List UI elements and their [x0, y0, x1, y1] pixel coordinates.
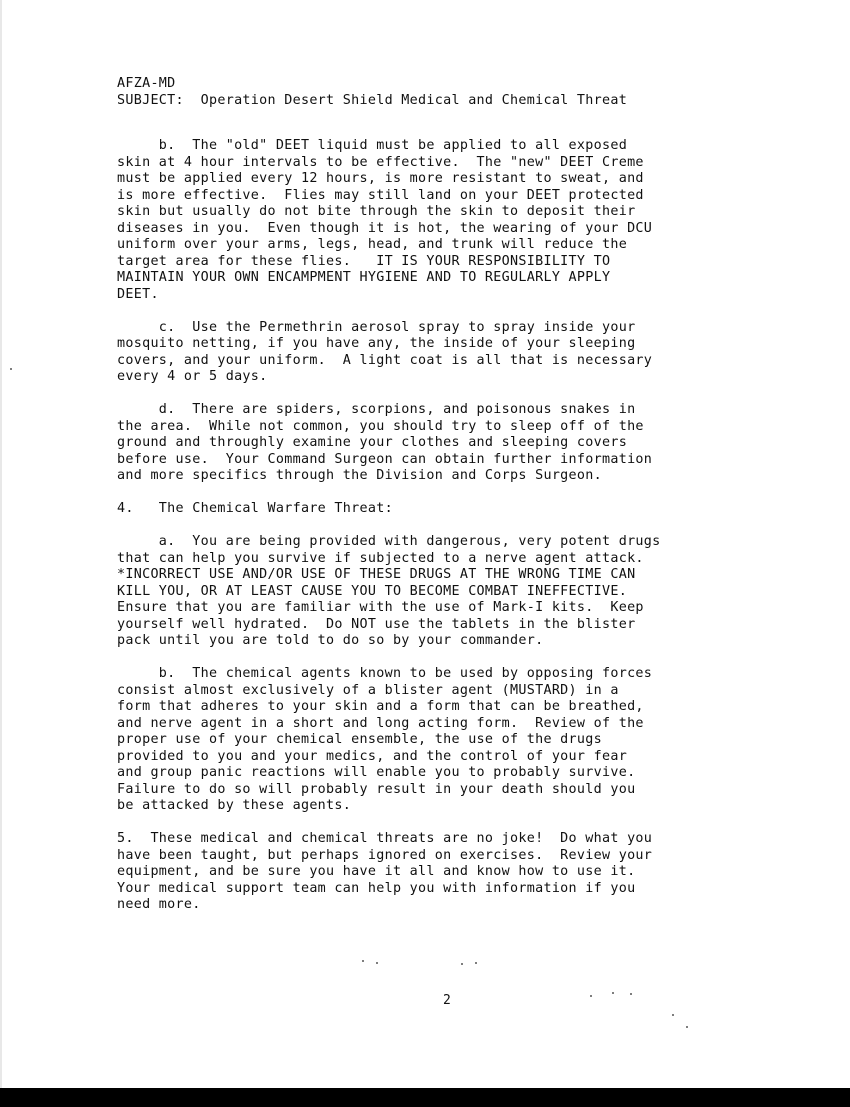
scan-speck [461, 963, 463, 965]
text-line: d. There are spiders, scorpions, and poisonous snakes in [117, 402, 636, 417]
text-line: mosquito netting, if you have any, the inside of your sleeping [117, 336, 636, 351]
text-line: be attacked by these agents. [117, 798, 352, 813]
text-line: *INCORRECT USE AND/OR USE OF THESE DRUGS AT THE WRONG TIME CAN [117, 567, 636, 582]
text-line: and more specifics through the Division and Corps Surgeon. [117, 468, 602, 483]
text-line: that can help you survive if subjected to a nerve agent attack. [117, 550, 644, 566]
text-line: and group panic reactions will enable you to probably survive. [117, 765, 636, 780]
text-line: before use. Your Command Surgeon can obtain further information [117, 451, 653, 467]
text-line: is more effective. Flies may still land on your DEET protected [117, 187, 644, 203]
memo-body [117, 138, 777, 930]
text-line: consist almost exclusively of a blister agent (MUSTARD) in a [117, 682, 619, 698]
scan-speck [376, 962, 378, 964]
scan-speck [630, 993, 632, 995]
office-symbol: AFZA-MD [117, 76, 176, 91]
text-line: b. The chemical agents known to be used by opposing forces [117, 666, 653, 681]
scan-speck [590, 995, 592, 997]
scan-edge [0, 0, 2, 1107]
text-line: form that adheres to your skin and a form that can be breathed, [117, 699, 644, 714]
paragraph-3d [117, 402, 777, 485]
text-line: Failure to do so will probably result in your death should you [117, 781, 636, 797]
page-number: 2 [443, 993, 451, 1008]
text-line: Your medical support team can help you with information if you [117, 880, 636, 896]
text-line: ground and throughly examine your clothes and sleeping covers [117, 435, 628, 450]
text-line: skin at 4 hour intervals to be effective. The "new" DEET Creme [117, 154, 644, 170]
scan-speck [612, 992, 614, 994]
paragraph-3c [117, 320, 777, 386]
text-line: provided to you and your medics, and the control of your fear [117, 748, 628, 764]
scan-bottom-border [0, 1088, 850, 1107]
scan-speck [362, 960, 364, 962]
text-line: proper use of your chemical ensemble, the use of the drugs [117, 732, 602, 747]
text-line: a. You are being provided with dangerous, very potent drugs [117, 534, 661, 549]
text-line: Ensure that you are familiar with the use of Mark-I kits. Keep [117, 600, 644, 615]
scan-speck [686, 1026, 688, 1028]
text-line: 5. These medical and chemical threats are no joke! Do what you [117, 831, 653, 846]
text-line: need more. [117, 897, 201, 912]
text-line: MAINTAIN YOUR OWN ENCAMPMENT HYGIENE AND TO REGULARLY APPLY [117, 270, 611, 285]
memo-header [117, 76, 627, 109]
subject-line: SUBJECT: Operation Desert Shield Medical and Chemical Threat [117, 92, 628, 108]
text-line: have been taught, but perhaps ignored on exercises. Review your [117, 847, 653, 863]
scan-speck [672, 1014, 674, 1016]
text-line: c. Use the Permethrin aerosol spray to spray inside your [117, 319, 636, 335]
scan-speck [10, 368, 12, 370]
text-line: equipment, and be sure you have it all and know how to use it. [117, 864, 636, 879]
text-line: target area for these flies. IT IS YOUR RESPONSIBILITY TO [117, 253, 611, 269]
text-line: pack until you are told to do so by your commander. [117, 633, 544, 648]
section-heading: 4. The Chemical Warfare Threat: [117, 501, 393, 516]
text-line: every 4 or 5 days. [117, 369, 268, 384]
text-line: skin but usually do not bite through the skin to deposit their [117, 204, 636, 219]
text-line: diseases in you. Even though it is hot, the wearing of your DCU [117, 220, 653, 236]
text-line: yourself well hydrated. Do NOT use the tablets in the blister [117, 616, 636, 632]
paragraph-4-heading [117, 501, 777, 518]
text-line: DEET. [117, 286, 159, 302]
text-line: and nerve agent in a short and long acting form. Review of the [117, 715, 644, 731]
paragraph-3b [117, 138, 777, 303]
text-line: the area. While not common, you should try to sleep off of the [117, 418, 644, 434]
text-line: uniform over your arms, legs, head, and trunk will reduce the [117, 237, 628, 252]
scan-speck [475, 962, 477, 964]
text-line: covers, and your uniform. A light coat is all that is necessary [117, 352, 653, 368]
text-line: b. The "old" DEET liquid must be applied to all exposed [117, 138, 628, 153]
paragraph-4a [117, 534, 777, 650]
text-line: must be applied every 12 hours, is more resistant to sweat, and [117, 171, 644, 186]
paragraph-4b [117, 666, 777, 815]
paragraph-5 [117, 831, 777, 914]
text-line: KILL YOU, OR AT LEAST CAUSE YOU TO BECOME COMBAT INEFFECTIVE. [117, 583, 628, 599]
